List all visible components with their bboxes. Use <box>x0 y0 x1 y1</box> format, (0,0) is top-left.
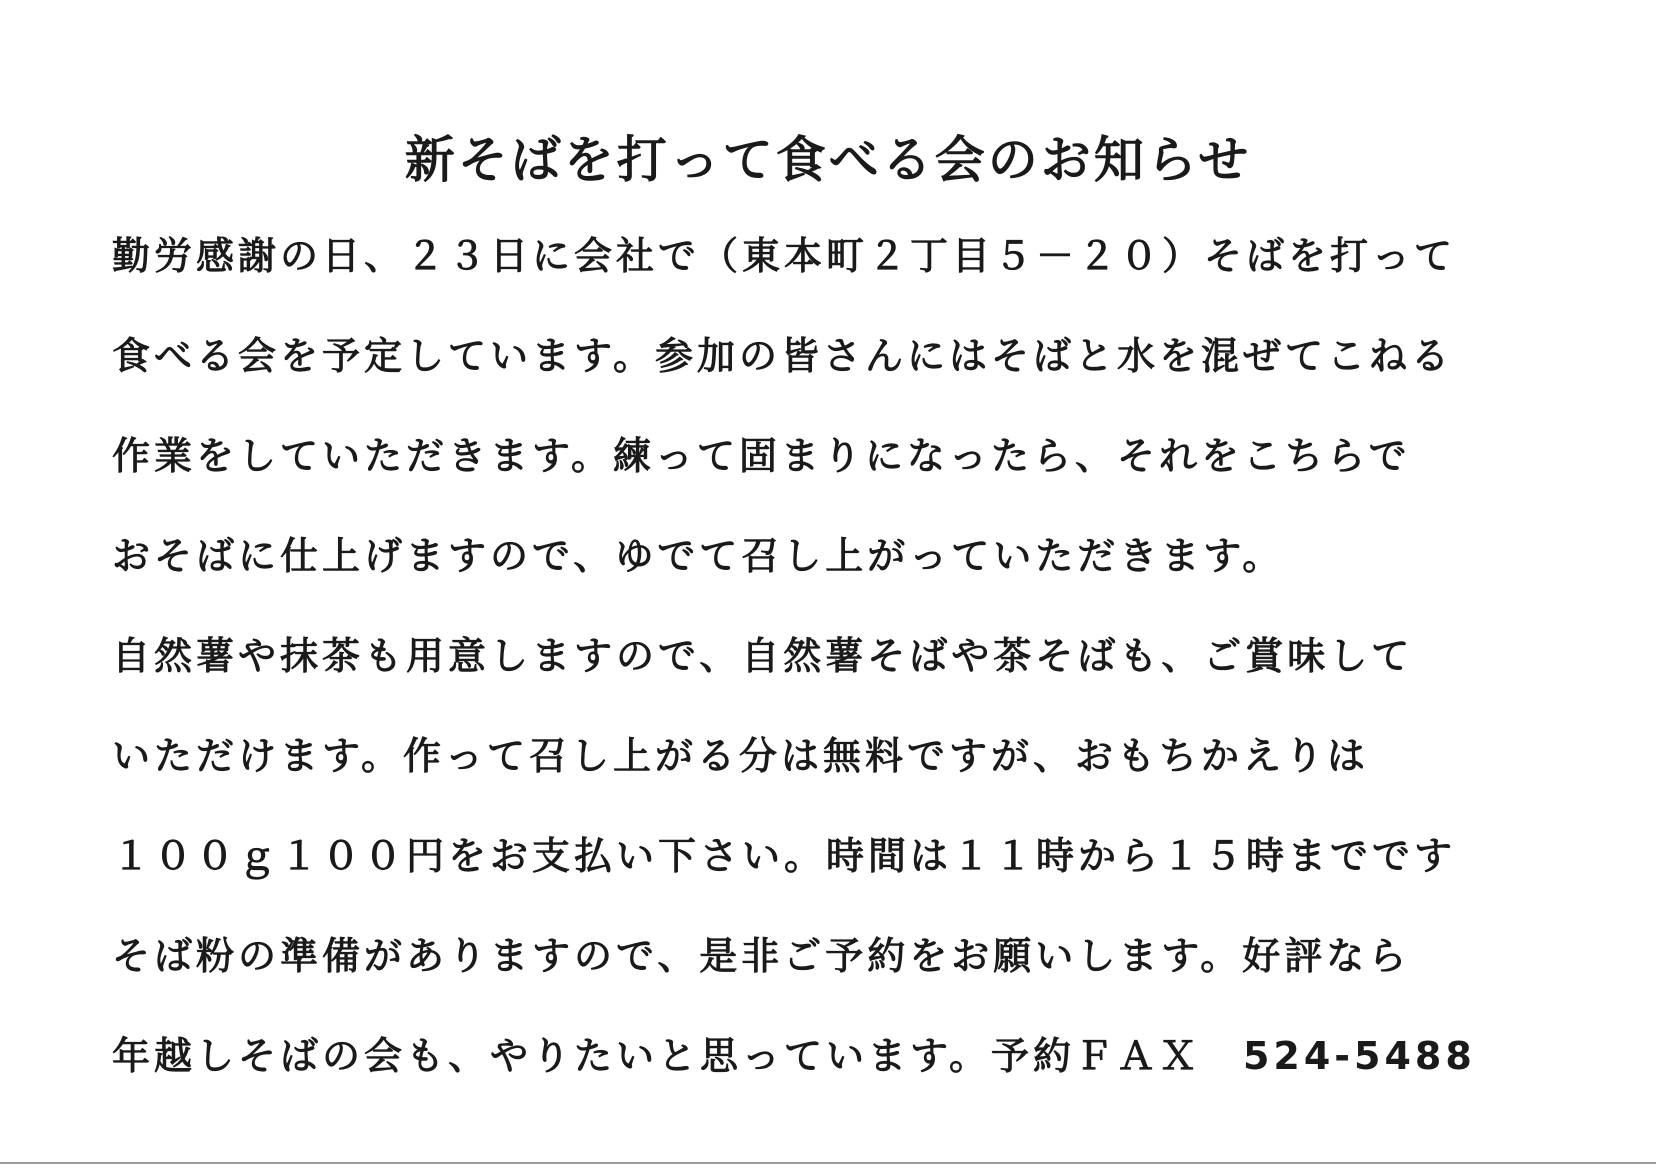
bottom-edge-line <box>0 1162 1656 1164</box>
notice-line: １００ｇ１００円をお支払い下さい。時間は１１時から１５時までです <box>112 834 1457 878</box>
notice-line: いただけます。作って召し上がる分は無料ですが、おもちかえりは <box>112 734 1369 778</box>
notice-line: 食べる会を予定しています。参加の皆さんにはそばと水を混ぜてこねる <box>112 334 1453 378</box>
notice-body <box>112 232 1552 1132</box>
notice-line: 年越しそばの会も、やりたいと思っています。予約ＦＡＸ 524-5488 <box>112 1034 1476 1078</box>
notice-title: 新そばを打って食べる会のお知らせ <box>404 131 1252 189</box>
notice-line: そば粉の準備がありますので、是非ご予約をお願いします。好評なら <box>112 934 1411 978</box>
notice-line: おそばに仕上げますので、ゆでて召し上がっていただきます。 <box>112 534 1285 578</box>
notice-line: 作業をしていただきます。練って固まりになったら、それをこちらで <box>112 434 1411 478</box>
notice-line: 自然薯や抹茶も用意しますので、自然薯そばや茶そばも、ご賞味して <box>112 634 1414 678</box>
notice-line: 勤労感謝の日、２３日に会社で（東本町２丁目５－２０）そばを打って <box>112 234 1457 278</box>
